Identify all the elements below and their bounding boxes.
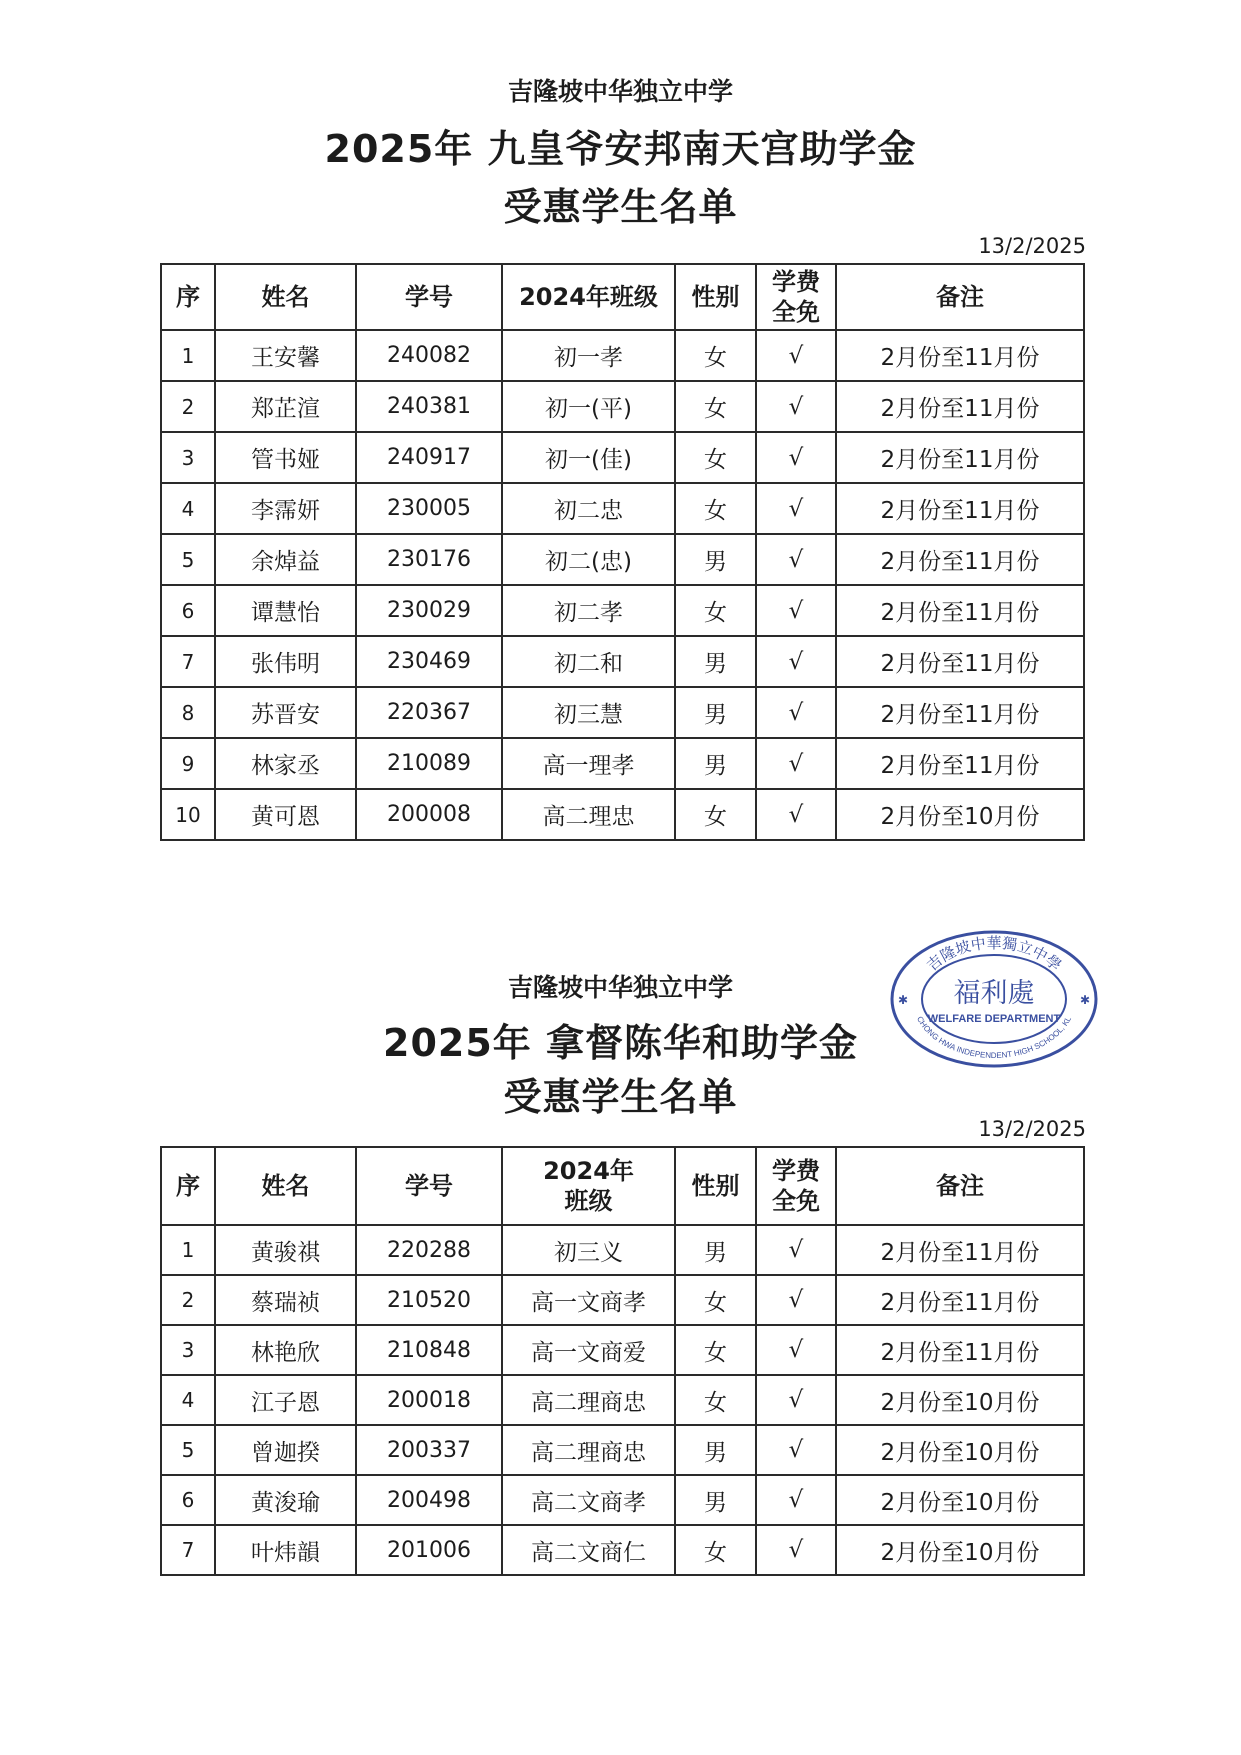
gender-cell: 女 xyxy=(675,585,756,636)
gender-cell: 女 xyxy=(675,330,756,381)
student-name-cell: 余焯益 xyxy=(215,534,356,585)
student-id-cell: 220288 xyxy=(356,1225,502,1275)
gender-cell: 女 xyxy=(675,789,756,840)
remark-cell: 2月份至11月份 xyxy=(836,1275,1084,1325)
header-remark: 备注 xyxy=(836,1147,1084,1225)
student-id-cell: 200008 xyxy=(356,789,502,840)
seq-cell: 4 xyxy=(161,1375,215,1425)
fee-waiver-cell: √ xyxy=(756,534,836,585)
seq-cell: 10 xyxy=(161,789,215,840)
table-row xyxy=(161,1225,1084,1275)
student-id-cell: 201006 xyxy=(356,1525,502,1575)
table-row xyxy=(161,687,1084,738)
student-id-cell: 200018 xyxy=(356,1375,502,1425)
student-id-cell: 230176 xyxy=(356,534,502,585)
fee-waiver-cell: √ xyxy=(756,483,836,534)
header-seq: 序 xyxy=(161,264,215,330)
table-row xyxy=(161,534,1084,585)
gender-cell: 男 xyxy=(675,1475,756,1525)
table-header-row xyxy=(161,1147,1084,1225)
stamp-star-icon: ✱ xyxy=(898,993,909,1007)
fee-waiver-cell: √ xyxy=(756,432,836,483)
class-cell: 高二理商忠 xyxy=(502,1425,675,1475)
header-class xyxy=(502,1147,675,1225)
gender-cell: 男 xyxy=(675,738,756,789)
gender-cell: 男 xyxy=(675,534,756,585)
remark-cell: 2月份至10月份 xyxy=(836,1425,1084,1475)
gender-cell: 女 xyxy=(675,1275,756,1325)
student-id-cell: 220367 xyxy=(356,687,502,738)
student-name-cell: 曾迦揆 xyxy=(215,1425,356,1475)
list-subtitle: 受惠学生名单 xyxy=(503,185,738,229)
class-cell: 高一文商爱 xyxy=(502,1325,675,1375)
student-name-cell: 张伟明 xyxy=(215,636,356,687)
header-fee-line1: 学费 xyxy=(772,1157,820,1185)
fee-waiver-cell: √ xyxy=(756,1425,836,1475)
student-id-cell: 230029 xyxy=(356,585,502,636)
gender-cell: 女 xyxy=(675,381,756,432)
table-row xyxy=(161,483,1084,534)
fee-waiver-cell: √ xyxy=(756,381,836,432)
stamp-center-text: 福利處 xyxy=(953,978,1035,1009)
remark-cell: 2月份至11月份 xyxy=(836,432,1084,483)
header-student-id: 学号 xyxy=(356,1147,502,1225)
class-cell: 高一文商孝 xyxy=(502,1275,675,1325)
remark-cell: 2月份至11月份 xyxy=(836,636,1084,687)
student-name-cell: 叶炜韻 xyxy=(215,1525,356,1575)
remark-cell: 2月份至11月份 xyxy=(836,687,1084,738)
header-name: 姓名 xyxy=(215,264,356,330)
school-name: 吉隆坡中华独立中学 xyxy=(507,973,733,1002)
table-row xyxy=(161,585,1084,636)
seq-cell: 5 xyxy=(161,534,215,585)
class-cell: 初一(佳) xyxy=(502,432,675,483)
seq-cell: 2 xyxy=(161,381,215,432)
gender-cell: 男 xyxy=(675,687,756,738)
fee-waiver-cell: √ xyxy=(756,1325,836,1375)
student-name-cell: 苏晋安 xyxy=(215,687,356,738)
gender-cell: 女 xyxy=(675,1325,756,1375)
fee-waiver-cell: √ xyxy=(756,687,836,738)
stamp-bottom-text: CHONG HWA INDEPENDENT HIGH SCHOOL, KL xyxy=(914,1014,1073,1061)
header-seq: 序 xyxy=(161,1147,215,1225)
list-subtitle: 受惠学生名单 xyxy=(503,1075,738,1119)
remark-cell: 2月份至11月份 xyxy=(836,483,1084,534)
table-row xyxy=(161,738,1084,789)
seq-cell: 9 xyxy=(161,738,215,789)
header-gender: 性别 xyxy=(675,1147,756,1225)
fee-waiver-cell: √ xyxy=(756,1375,836,1425)
fee-waiver-cell: √ xyxy=(756,738,836,789)
remark-cell: 2月份至10月份 xyxy=(836,1375,1084,1425)
table-row xyxy=(161,1525,1084,1575)
stamp-top-text: 吉隆坡中華獨立中學 xyxy=(923,934,1065,975)
class-cell: 高二文商孝 xyxy=(502,1475,675,1525)
student-name-cell: 林艳欣 xyxy=(215,1325,356,1375)
remark-cell: 2月份至11月份 xyxy=(836,534,1084,585)
welfare-department-stamp xyxy=(888,928,1100,1070)
gender-cell: 男 xyxy=(675,636,756,687)
header-name: 姓名 xyxy=(215,1147,356,1225)
class-cell: 初二忠 xyxy=(502,483,675,534)
fee-waiver-cell: √ xyxy=(756,1225,836,1275)
class-cell: 初一(平) xyxy=(502,381,675,432)
table-row xyxy=(161,330,1084,381)
remark-cell: 2月份至11月份 xyxy=(836,330,1084,381)
seq-cell: 1 xyxy=(161,330,215,381)
fee-waiver-cell: √ xyxy=(756,1525,836,1575)
document-date: 13/2/2025 xyxy=(978,1117,1086,1141)
fee-waiver-cell: √ xyxy=(756,1475,836,1525)
remark-cell: 2月份至11月份 xyxy=(836,1225,1084,1275)
seq-cell: 3 xyxy=(161,432,215,483)
seq-cell: 1 xyxy=(161,1225,215,1275)
student-id-cell: 230005 xyxy=(356,483,502,534)
header-gender: 性别 xyxy=(675,264,756,330)
student-id-cell: 210089 xyxy=(356,738,502,789)
gender-cell: 女 xyxy=(675,432,756,483)
document-date: 13/2/2025 xyxy=(978,234,1086,258)
beneficiary-table xyxy=(160,263,1085,841)
header-fee-waiver xyxy=(756,1147,836,1225)
student-name-cell: 蔡瑞祯 xyxy=(215,1275,356,1325)
gender-cell: 男 xyxy=(675,1225,756,1275)
header-student-id: 学号 xyxy=(356,264,502,330)
gender-cell: 女 xyxy=(675,1525,756,1575)
table-row xyxy=(161,1325,1084,1375)
student-name-cell: 黄骏祺 xyxy=(215,1225,356,1275)
remark-cell: 2月份至11月份 xyxy=(836,1325,1084,1375)
stamp-department-text: WELFARE DEPARTMENT xyxy=(927,1013,1061,1025)
student-name-cell: 李霈妍 xyxy=(215,483,356,534)
student-id-cell: 230469 xyxy=(356,636,502,687)
fee-waiver-cell: √ xyxy=(756,636,836,687)
seq-cell: 8 xyxy=(161,687,215,738)
student-name-cell: 江子恩 xyxy=(215,1375,356,1425)
student-name-cell: 王安馨 xyxy=(215,330,356,381)
seq-cell: 5 xyxy=(161,1425,215,1475)
seq-cell: 4 xyxy=(161,483,215,534)
table-row xyxy=(161,1275,1084,1325)
header-class: 2024年班级 xyxy=(502,264,675,330)
table-row xyxy=(161,1475,1084,1525)
header-class-line1: 2024年 xyxy=(543,1157,634,1185)
student-id-cell: 210848 xyxy=(356,1325,502,1375)
header-fee-waiver xyxy=(756,264,836,330)
remark-cell: 2月份至10月份 xyxy=(836,1525,1084,1575)
table-row xyxy=(161,636,1084,687)
seq-cell: 2 xyxy=(161,1275,215,1325)
header-remark: 备注 xyxy=(836,264,1084,330)
header-class-line2: 班级 xyxy=(564,1187,613,1215)
fee-waiver-cell: √ xyxy=(756,330,836,381)
class-cell: 初二孝 xyxy=(502,585,675,636)
remark-cell: 2月份至11月份 xyxy=(836,381,1084,432)
gender-cell: 女 xyxy=(675,483,756,534)
table-header-row xyxy=(161,264,1084,330)
student-id-cell: 210520 xyxy=(356,1275,502,1325)
table-row xyxy=(161,1425,1084,1475)
seq-cell: 6 xyxy=(161,585,215,636)
remark-cell: 2月份至10月份 xyxy=(836,789,1084,840)
header-fee-line1: 学费 xyxy=(772,268,820,296)
class-cell: 高二文商仁 xyxy=(502,1525,675,1575)
seq-cell: 6 xyxy=(161,1475,215,1525)
beneficiary-table xyxy=(160,1146,1085,1576)
seq-cell: 7 xyxy=(161,636,215,687)
fee-waiver-cell: √ xyxy=(756,585,836,636)
school-name: 吉隆坡中华独立中学 xyxy=(507,77,733,106)
student-id-cell: 240082 xyxy=(356,330,502,381)
table-row xyxy=(161,789,1084,840)
fee-waiver-cell: √ xyxy=(756,789,836,840)
class-cell: 初三义 xyxy=(502,1225,675,1275)
stamp-star-icon: ✱ xyxy=(1080,993,1091,1007)
remark-cell: 2月份至11月份 xyxy=(836,585,1084,636)
class-cell: 高二理商忠 xyxy=(502,1375,675,1425)
remark-cell: 2月份至10月份 xyxy=(836,1475,1084,1525)
remark-cell: 2月份至11月份 xyxy=(836,738,1084,789)
seq-cell: 3 xyxy=(161,1325,215,1375)
seq-cell: 7 xyxy=(161,1525,215,1575)
class-cell: 高二理忠 xyxy=(502,789,675,840)
student-id-cell: 200498 xyxy=(356,1475,502,1525)
header-fee-line2: 全免 xyxy=(772,1187,820,1215)
scholarship-title: 2025年 拿督陈华和助学金 xyxy=(383,1021,858,1065)
class-cell: 初三慧 xyxy=(502,687,675,738)
class-cell: 初二和 xyxy=(502,636,675,687)
class-cell: 初一孝 xyxy=(502,330,675,381)
scholarship-title: 2025年 九皇爷安邦南天宫助学金 xyxy=(324,127,917,171)
student-name-cell: 林家丞 xyxy=(215,738,356,789)
student-name-cell: 黄可恩 xyxy=(215,789,356,840)
student-name-cell: 谭慧怡 xyxy=(215,585,356,636)
gender-cell: 男 xyxy=(675,1425,756,1475)
gender-cell: 女 xyxy=(675,1375,756,1425)
student-id-cell: 240381 xyxy=(356,381,502,432)
fee-waiver-cell: √ xyxy=(756,1275,836,1325)
class-cell: 初二(忠) xyxy=(502,534,675,585)
student-id-cell: 200337 xyxy=(356,1425,502,1475)
student-name-cell: 黄浚瑜 xyxy=(215,1475,356,1525)
table-row xyxy=(161,381,1084,432)
student-name-cell: 管书娅 xyxy=(215,432,356,483)
student-id-cell: 240917 xyxy=(356,432,502,483)
class-cell: 高一理孝 xyxy=(502,738,675,789)
table-row xyxy=(161,1375,1084,1425)
header-fee-line2: 全免 xyxy=(772,298,820,326)
table-row xyxy=(161,432,1084,483)
student-name-cell: 郑芷渲 xyxy=(215,381,356,432)
